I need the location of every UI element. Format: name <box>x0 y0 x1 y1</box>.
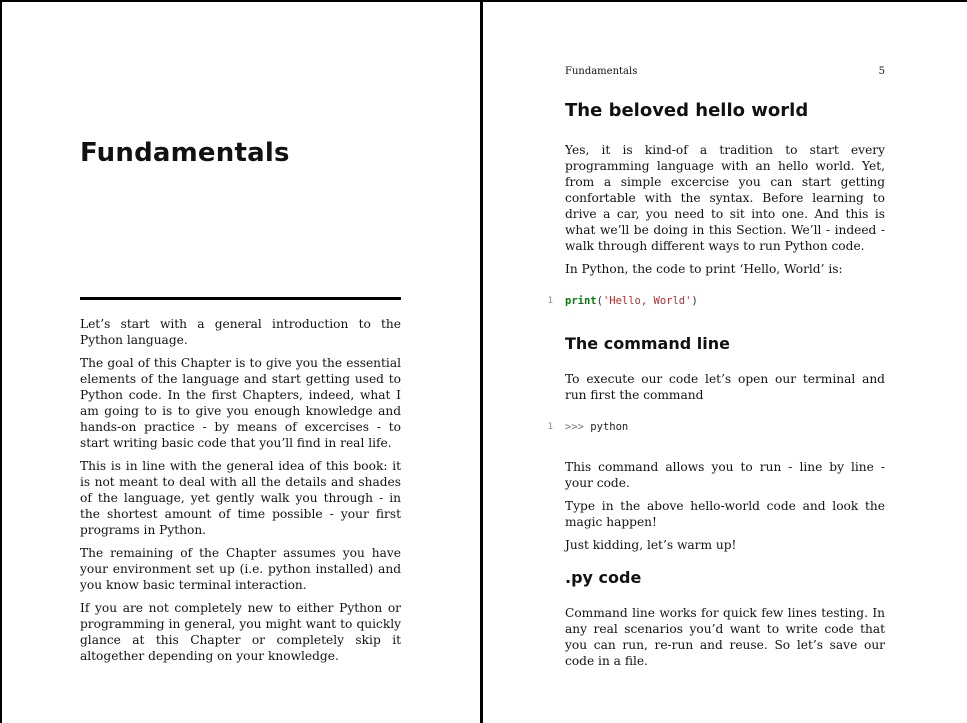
after-command-paragraph-2: Type in the above hello-world code and look the magic happen! <box>565 499 885 529</box>
subsection-body-2 <box>565 459 885 553</box>
subsection-body-3 <box>565 605 885 669</box>
intro-paragraph-3: This is in line with the general idea of this book: it is not meant to deal with all the details and shades of the language, yet gently walk you through - in the shortest amount of time possible - your first programs in Python. <box>80 459 401 537</box>
subsection-body-1 <box>565 371 885 403</box>
code-listing-python-command <box>547 419 885 435</box>
after-command-paragraph-3: Just kidding, let’s warm up! <box>565 538 737 552</box>
code-line-number: 1 <box>547 422 553 432</box>
section-paragraph-1: Yes, it is kind-of a tradition to start every programming language with an hello world. Yet, from a simple excercise you can start getting confortable with the syntax. Before learning to drive a car, you need to sit into one. And this is what we’ll be doing in this Section. We’ll - indeed - walk through different ways to run Python code. <box>565 143 885 253</box>
section-title: The beloved hello world <box>565 100 809 121</box>
after-command-paragraph-1: This command allows you to run - line by line - your code. <box>565 460 885 490</box>
py-code-paragraph: Command line works for quick few lines testing. In any real scenarios you’d want to write code that you can run, re-run and reuse. So let’s save our code in a file. <box>565 606 885 668</box>
code-token-function: print <box>565 295 597 307</box>
subsection-title-command-line: The command line <box>565 334 730 353</box>
chapter-intro <box>80 316 401 671</box>
chapter-title: Fundamentals <box>80 138 290 168</box>
code-token-command: python <box>590 421 629 433</box>
right-page <box>483 2 967 723</box>
running-head <box>565 66 885 77</box>
code-listing-hello <box>547 293 885 309</box>
code-token-open-paren: ( <box>596 295 603 307</box>
right-content <box>547 98 885 676</box>
code-token-prompt: >>> <box>565 421 584 433</box>
intro-paragraph-2: The goal of this Chapter is to give you the essential elements of the language and start getting used to Python code. In the first Chapters, indeed, what I am going to is to give you enough knowledge and hands-on practice - by means of excercises - to start writing basic code that you’ll find in real life. <box>80 356 401 450</box>
code-line-number: 1 <box>547 296 553 306</box>
page-number: 5 <box>878 66 885 77</box>
intro-paragraph-5: If you are not completely new to either Python or programming in general, you might want to quickly glance at this Chapter or completely skip it altogether depending on your knowledge. <box>80 601 401 663</box>
section-body <box>565 142 885 277</box>
command-line-paragraph: To execute our code let’s open our terminal and run first the command <box>565 372 885 402</box>
intro-paragraph-4: The remaining of the Chapter assumes you have your environment set up (i.e. python installed) and you know basic terminal interaction. <box>80 546 401 592</box>
left-page <box>2 2 480 723</box>
code-token-string: 'Hello, World' <box>602 295 692 307</box>
code-token-close-paren: ) <box>691 295 698 307</box>
section-paragraph-2: In Python, the code to print ‘Hello, World’ is: <box>565 262 843 276</box>
chapter-rule <box>80 297 401 300</box>
subsection-title-py-code: .py code <box>565 568 642 587</box>
running-head-title: Fundamentals <box>565 66 638 77</box>
intro-paragraph-1: Let’s start with a general introduction to the Python language. <box>80 317 401 347</box>
